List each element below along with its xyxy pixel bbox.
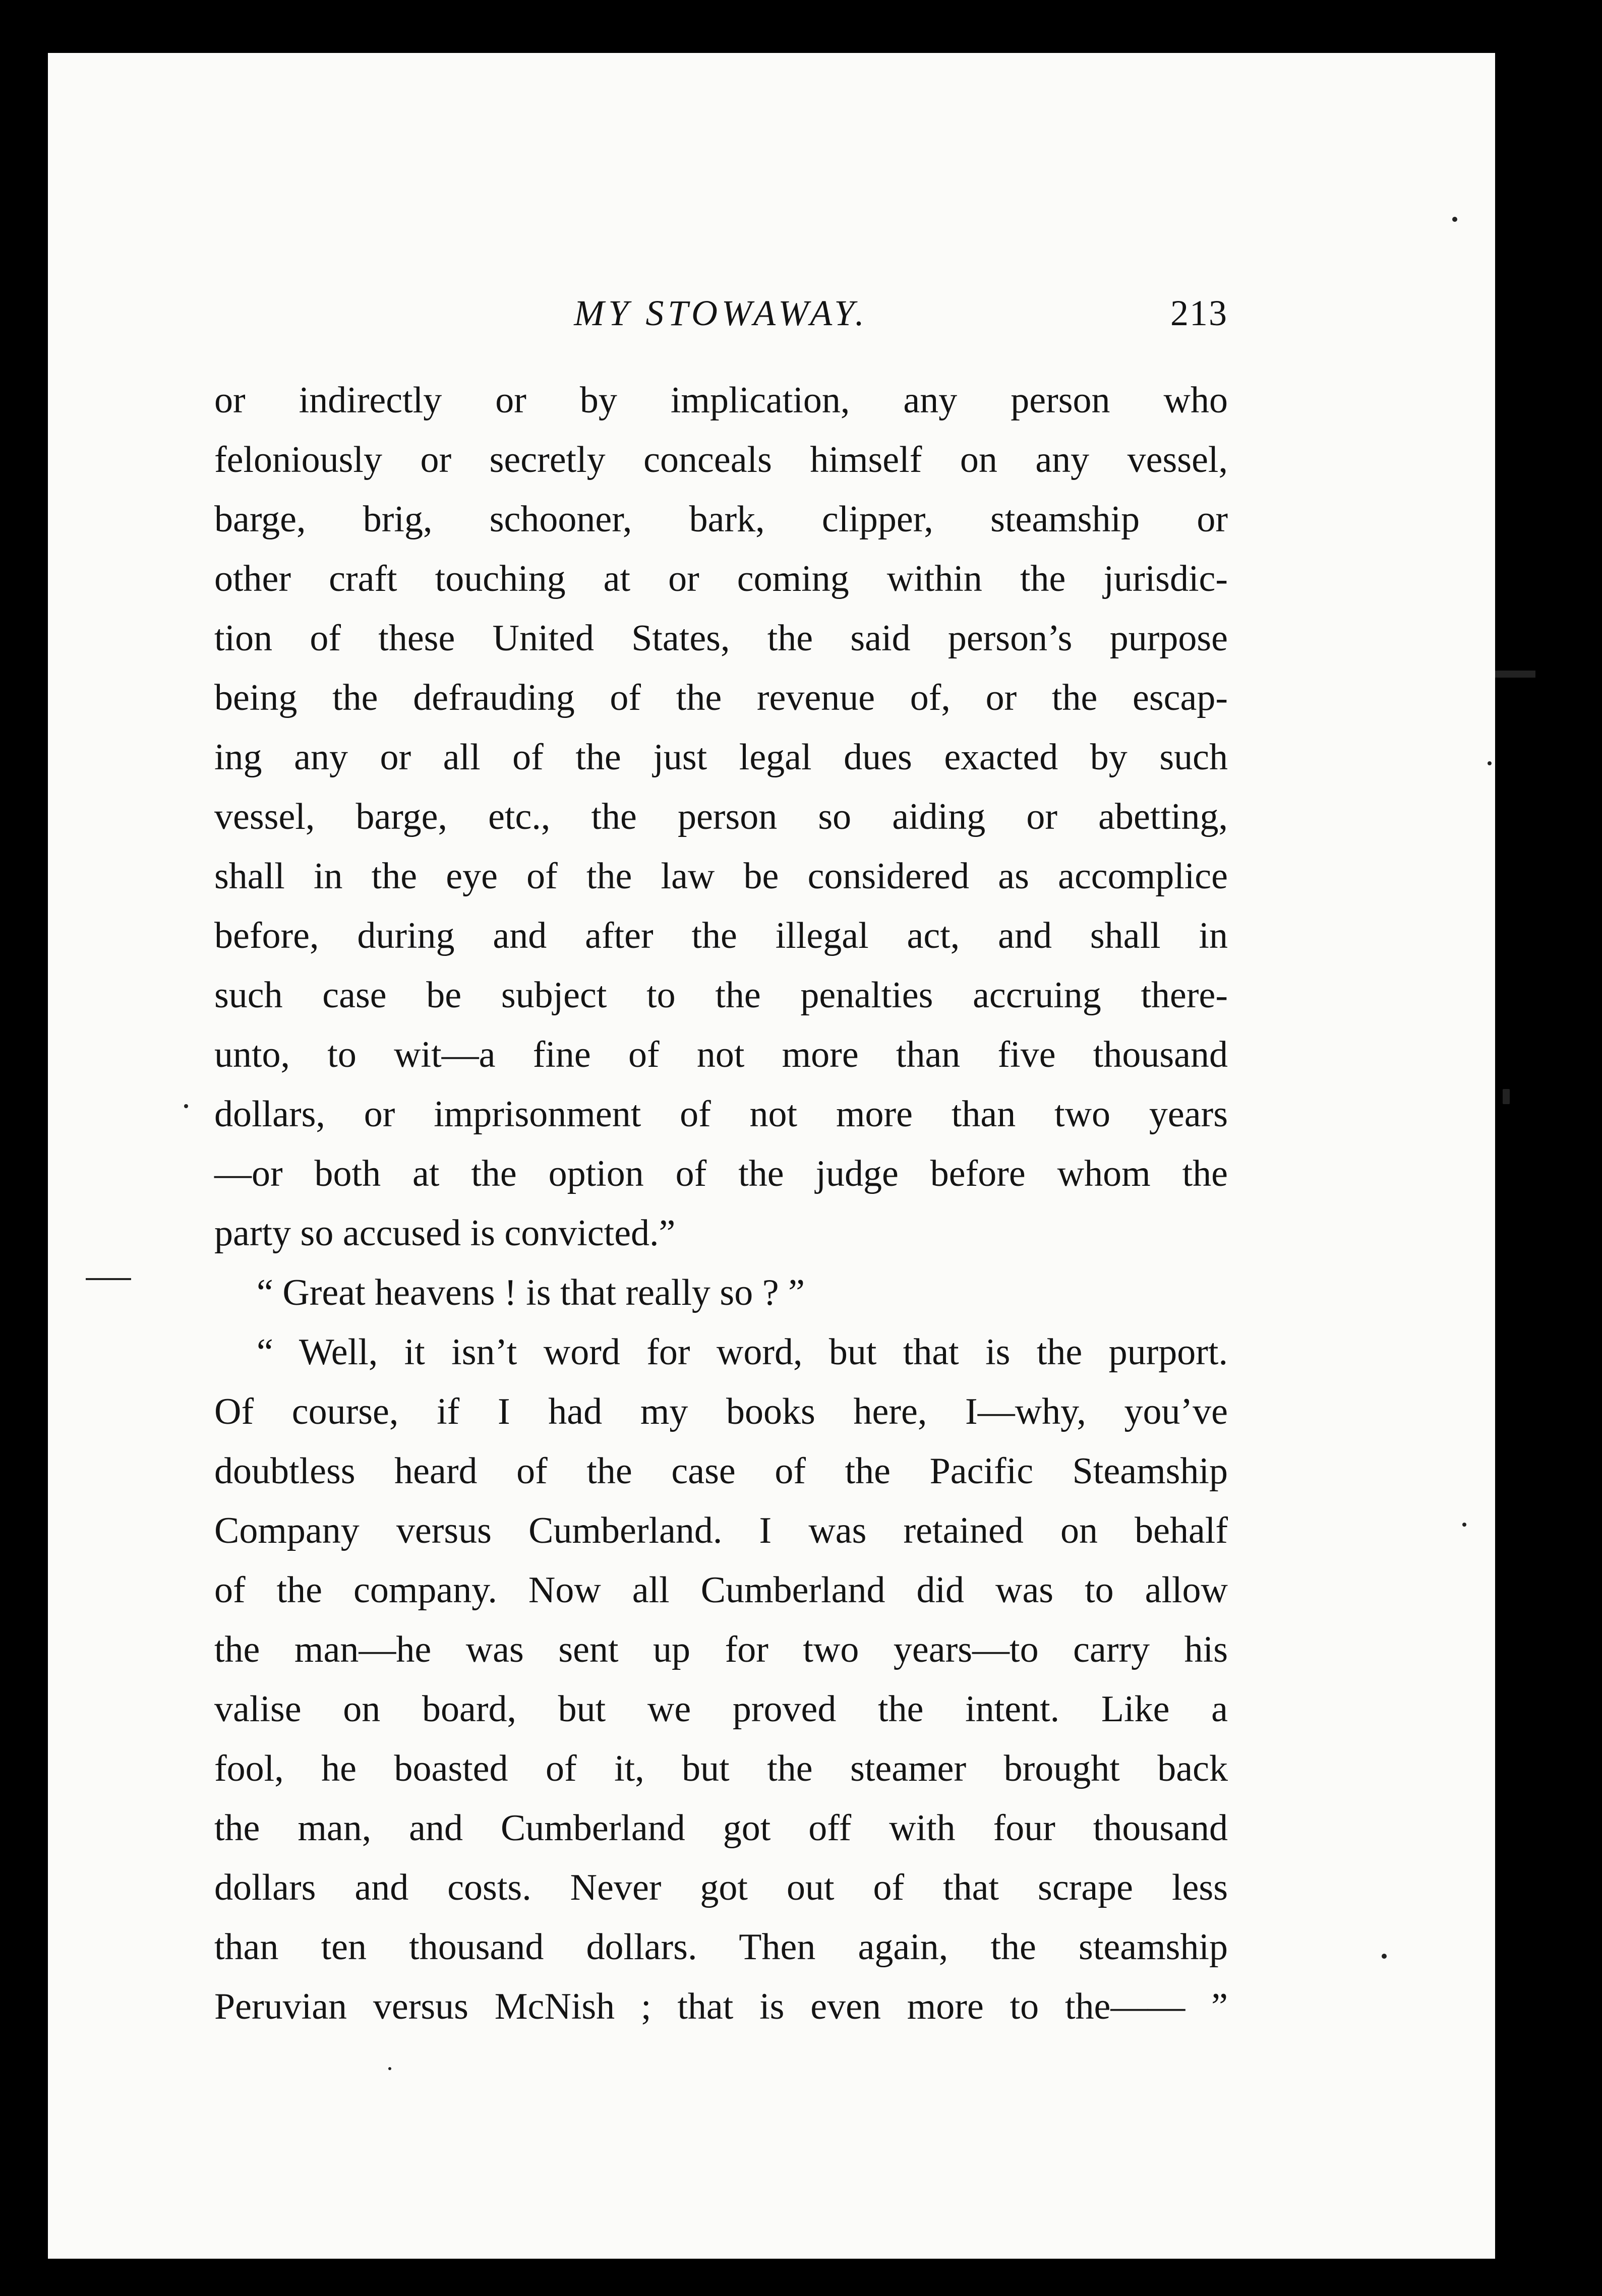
text-line: Company versus Cumberland. I was retained on behalf [214, 1510, 1228, 1551]
text-line: before, during and after the illegal act, and shall in [214, 915, 1228, 956]
text-line: fool, he boasted of it, but the steamer brought back [214, 1748, 1228, 1789]
text-line: unto, to wit—a fine of not more than five thousand [214, 1034, 1228, 1075]
scan-speck [1462, 1523, 1466, 1527]
scan-left-edge [0, 55, 35, 2296]
scan-speck [1503, 1089, 1510, 1104]
running-head: MY STOWAWAY. [574, 293, 868, 333]
text-line: other craft touching at or coming within the jurisdic- [214, 558, 1228, 599]
text-line: ing any or all of the just legal dues exacted by such [214, 737, 1228, 778]
text-line: valise on board, but we proved the intent. Like a [214, 1688, 1228, 1730]
scan-speck [388, 2067, 391, 2070]
page-number: 213 [1170, 293, 1228, 333]
scan-speck [1382, 1954, 1387, 1959]
text-line: —or both at the option of the judge before whom the [214, 1153, 1228, 1194]
text-line: or indirectly or by implication, any person who [214, 380, 1228, 421]
text-line: “ Well, it isn’t word for word, but that is the purport. [257, 1332, 1228, 1373]
scan-speck [1452, 217, 1457, 222]
text-line: such case be subject to the penalties accruing there- [214, 975, 1228, 1016]
text-line: barge, brig, schooner, bark, clipper, steamship or [214, 499, 1228, 540]
scan-speck [86, 1278, 131, 1280]
text-line: dollars, or imprisonment of not more than two years [214, 1094, 1228, 1135]
scan-speck [1495, 671, 1535, 678]
text-line: party so accused is convicted.” [214, 1213, 676, 1254]
text-line: vessel, barge, etc., the person so aiding or abetting, [214, 796, 1228, 837]
text-line: of the company. Now all Cumberland did was to allow [214, 1569, 1228, 1611]
text-line: dollars and costs. Never got out of that scrape less [214, 1867, 1228, 1908]
text-line: than ten thousand dollars. Then again, the steamship [214, 1926, 1228, 1968]
text-line: the man, and Cumberland got off with four thousand [214, 1807, 1228, 1849]
scan-speck [184, 1104, 188, 1108]
text-line: feloniously or secretly conceals himself on any vessel, [214, 439, 1228, 480]
body-text [214, 371, 1228, 2036]
scan-speck [1488, 761, 1492, 765]
text-line: shall in the eye of the law be considered as accomplice [214, 856, 1228, 897]
text-line: Peruvian versus McNish ; that is even more to the—— ” [214, 1986, 1228, 2027]
page-header [214, 292, 1228, 348]
text-line: doubtless heard of the case of the Pacific Steamship [214, 1451, 1228, 1492]
text-line: “ Great heavens ! is that really so ? ” [257, 1272, 805, 1313]
text-line: being the defrauding of the revenue of, or the escap- [214, 677, 1228, 718]
text-line: Of course, if I had my books here, I—why, you’ve [214, 1391, 1228, 1432]
text-line: the man—he was sent up for two years—to carry his [214, 1629, 1228, 1670]
text-line: tion of these United States, the said person’s purpose [214, 618, 1228, 659]
